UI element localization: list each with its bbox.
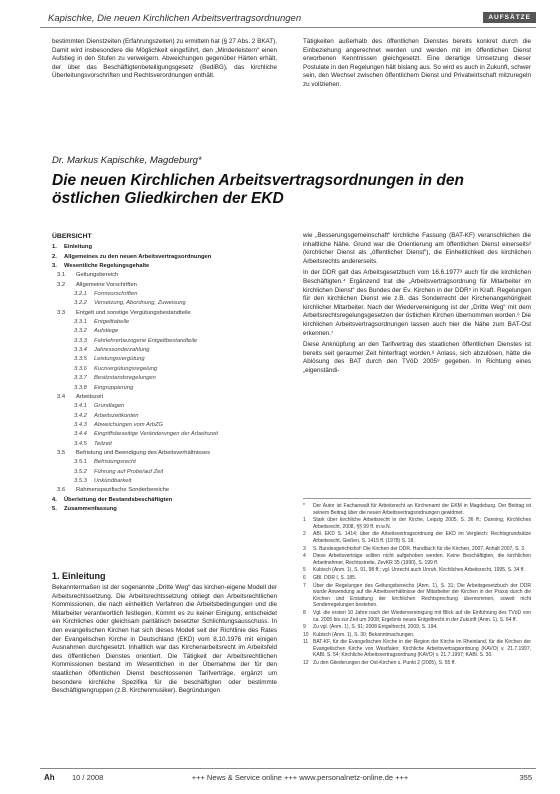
toc-item-number: 3.4.5 xyxy=(74,440,87,447)
toc-item xyxy=(52,281,292,290)
footnote-number: 12 xyxy=(303,660,309,667)
toc-item xyxy=(52,384,292,393)
article-title: Die neuen Kirchlichen Arbeitsvertragsordnungen in den östlichen Gliedkirchen der EKD xyxy=(52,172,464,207)
body-paragraph: Bekanntermaßen ist der sogenannte „Dritte Weg“ das kirchen-eigene Modell der Arbeitsrechtssetzung. Die Arbeitsrechtssetzung obliegt den Arbeitsrechtlichen Kommissionen, die nach einheitlich Verfahren die Arbeitsbedingungen und die Mitarbeiter verantwortlich festlegen. Kommt es zu keiner Einigung, entscheidet ein Kirchliches oder gleichsam paritätisch besetzter Schlichtungsausschuss. In den evangelischen Kirchen hat sich dieses Modell seit der Richtlinie des Rates der Evangelischen Kirche in Deutschland (EKD) vom 8.10.1976 mit einigen Ausnahmen durchgesetzt. Inhaltlich war das Kirchenarbeitsrecht im Arbeitsfeld des öffentlichen Dienstes orientiert. Die Tätigkeit der Arbeitsrechtlichen Kommissionen bestand im Wesentlichen in der Übernahme der für den staatlichen öffentlichen Dienst beschlossenen Tarifverträge, ergänzt um besondere kirchliche Spezifika für die beschäftigten oder bestimmte Beschäftigtengruppen (z.B. Kirchenmusiker). Begründungen xyxy=(52,584,277,695)
toc-item-label: Befristung und Beendigung des Arbeitsverhältnisses xyxy=(76,449,211,456)
footnote-number: 6 xyxy=(303,574,306,581)
toc-item xyxy=(52,337,292,346)
footnote-number: 10 xyxy=(303,631,309,638)
toc-item-number: 3.4 xyxy=(57,393,66,400)
footnote-text: Der Autor ist Fachanwalt für Arbeitsrecht an Kirchenamt der EKM in Magdeburg. Der Beitrag ist seinem Beitrag über die neuen Arbeitsvertragsordnungen gewidmet. xyxy=(313,503,531,516)
footnote xyxy=(303,575,531,582)
toc-item xyxy=(52,486,292,495)
footnote-number: 4 xyxy=(303,553,306,560)
toc-item-label: Wesentliche Regelungsgehalte xyxy=(64,263,150,270)
toc-item xyxy=(52,243,292,252)
toc-item-number: 3.4.1 xyxy=(74,403,87,410)
footnote-text: Diese Arbeitsverträge sollten nicht aufgehoben werden. Keine Beschäftigten, die kirchlichen Arbeitnehmer, Rechtsstreite, ZevKR 35 (1990), S. 199 ff. xyxy=(313,553,531,566)
footnote xyxy=(303,660,531,667)
toc-item-number: 3.4.2 xyxy=(74,412,87,419)
toc-item-number: 3.2.1 xyxy=(74,291,87,298)
footnote xyxy=(303,517,531,530)
footnote xyxy=(303,567,531,574)
toc-item-number: 3.5.1 xyxy=(74,459,87,466)
running-title: Kapischke, Die neuen Kirchlichen Arbeitsvertragsordnungen xyxy=(48,13,302,24)
footnote xyxy=(303,639,531,659)
publication-logo: Ah xyxy=(44,773,55,782)
toc-item xyxy=(52,346,292,355)
toc-item-label: Aufstiege xyxy=(94,328,119,335)
toc-item xyxy=(52,262,292,271)
toc-item-number: 2. xyxy=(52,253,57,260)
toc-item xyxy=(52,468,292,477)
page-footer xyxy=(40,768,536,784)
toc-item-number: 3.2.2 xyxy=(74,300,87,307)
toc-item-number: 3.2 xyxy=(57,281,66,288)
footnote-number: 2 xyxy=(303,531,306,538)
toc-item-label: Abweichungen vom ArbZG xyxy=(94,421,164,428)
footnote xyxy=(303,624,531,631)
footnote-text: Zu vgl. (Anm. 1), S. 91; 2008 Entgeltrecht, 2009, S. 194. xyxy=(313,624,438,631)
footnote-number: * xyxy=(303,503,305,509)
toc-item-label: Fahrlehrerbezogene Entgeltbestandteile xyxy=(94,337,198,344)
toc-list xyxy=(52,243,292,514)
toc-item-number: 1. xyxy=(52,244,57,251)
footer-website: +++ News & Service online +++ www.personalnetz-online.de +++ xyxy=(191,773,409,782)
toc-item xyxy=(52,309,292,318)
footnote-text: Über die Regelungen des Geltungsbereichs (Anm. 1), S. 31; Die Arbeitsgesetzbuch der DDR wurde Anwendung auf die Arbeitsverhältnisse der Mitarbeiter der Kirchen in der Praxis durch die Kirchen und Erstattung der kirchlichen Rechtsprechung übernommen, soweit nicht Sonderregelungen bestehen. xyxy=(313,582,531,609)
footnote-text: Zu den Gliederungen der Ost-Kirchen s. Punkt 2 (2005), S. 55 ff. xyxy=(313,660,456,667)
toc-item-number: 3.3.2 xyxy=(74,328,87,335)
toc-item xyxy=(52,365,292,374)
footnote-number: 8 xyxy=(303,609,306,616)
toc-item-number: 3.3.4 xyxy=(74,347,87,354)
toc-item xyxy=(52,412,292,421)
issue-number: 10 / 2008 xyxy=(72,773,104,782)
section-heading: 1. Einleitung xyxy=(52,571,106,581)
article-author: Dr. Markus Kapischke, Magdeburg* xyxy=(52,155,202,166)
footnote xyxy=(303,531,531,544)
footnote-text: Stark über kirchliche Arbeitsrecht in der Kirche, Leipzig 2005, S. 36 ff.; Danning, Kirchliches Arbeitsrecht, 2008, §§ 99 ff. m.w.N. xyxy=(313,517,531,530)
footnote xyxy=(303,503,531,516)
footnotes xyxy=(303,498,531,668)
toc-item xyxy=(52,458,292,467)
footnote-text: Vgl. die ersten 10 Jahre nach der Wiedervereinigung mit Blick auf die Einführung des TVöD von ca. 2005 bis zur Zeit um 2008; Ergebnis neues Entgeltrecht in der Zukunft (Anm. 1), S. 64 ff. xyxy=(313,609,531,623)
continued-paragraph: bestimmten Dienstzeiten (Erfahrungszeiten) zu ermitteln hat (§ 27 Abs. 2 BKAT). Damit wird insbesondere die Möglichkeit eingeführt, den „Minderleistern“ einen Aufstieg in den Stufen zu verweigern. Abweichungen gegenüber Härten erhält, der über das Beschäftigtenbeteiligungsgesetz (BediBG), das kirchliche Überleitungsvorschriften und Rechtsverordnungen enthält. xyxy=(52,38,277,80)
toc-item-label: Führung auf Probe/auf Zeit xyxy=(94,468,164,475)
body-paragraph: In der DDR galt das Arbeitsgesetzbuch vom 16.6.1977³ auch für die kirchlichen Beschäftigten.⁴ Ergänzend trat die „Arbeitsvertragsordnung für Mitarbeiter im kirchlichen Dienst“ des Bundes der Ev. Kirchen in der DDR⁵ in Kraft. Regelungen für den kirchlichen Dienst wie z.B. das Sonderrecht der Kirchenangehörigkeit kirchlicher Mitarbeiter. Nach der Wiedervereinigung ist der „Dritte Weg“ mit dem Arbeitsrechtsregelungsgesetzen der östlichen Kirchen übernommen worden.⁶ Die kirchlichen Arbeitsvertragsordnungen lassen auch hier die Nähe zum BAT-Ost erkennen.⁷ xyxy=(303,269,531,337)
body-paragraph: wie „Besserungsgemeinschaft“ kirchliche Fassung (BAT-KF) veranschlichen die inhaltliche Nähe. Grund war die Orientierung am öffentlichen Dienst einerseits² (kirchlicher Dienst als „öffentlicher Dienst“), die Einheitlichkeit des kirchlichen Arbeitsrechts andererseits. xyxy=(303,232,531,265)
toc-item xyxy=(52,477,292,486)
toc-item-number: 3.3 xyxy=(57,309,66,316)
toc-item-label: Überleitung der Bestandsbeschäftigten xyxy=(64,496,173,503)
toc-item xyxy=(52,496,292,505)
top-left-column xyxy=(52,38,277,84)
footnote-text: ABl. EKD S. 1414; über die Arbeitsvertragsordnung der EKD im Vergleich: Rechtsgrundsätze Arbeitsrecht, Gießen, S. 1415 ff. (1978) S. 18. xyxy=(313,531,531,544)
section-badge: AUFSÄTZE xyxy=(483,12,536,23)
toc-item-number: 3.3.8 xyxy=(74,384,87,391)
toc-item xyxy=(52,402,292,411)
toc-item-label: Allgemeines zu den neuen Arbeitsvertragsordnungen xyxy=(64,253,212,260)
footnote xyxy=(303,546,531,553)
footnote xyxy=(303,632,531,639)
toc-item-number: 3.3.7 xyxy=(74,375,87,382)
toc-item-number: 3.3.3 xyxy=(74,337,87,344)
footnote-text: BAT-KF, für die Evangelischen Kirche in der Region der Kirche im Rheinland, für die Kirchen der Evangelischen Kirche von Westfalen; Kirchliche Arbeitsvertragsordnung (KAVO) v. 21.7.1997, KABl. S. 54; Kirchliche Arbeitsvertragsordnung (KAVO) v. 21.7.1997; KABl. S. 30. xyxy=(313,639,531,659)
toc-item xyxy=(52,253,292,262)
toc-item-number: 3.3.6 xyxy=(74,365,87,372)
toc-item-label: Eingruppierung xyxy=(94,384,134,391)
toc-item-label: Leistungsvergütung xyxy=(94,356,145,363)
toc-item-label: Entgelt und sonstige Vergütungsbestandteile xyxy=(76,309,191,316)
toc-item-number: 3.5.2 xyxy=(74,468,87,475)
toc-item-number: 3.1 xyxy=(57,272,66,279)
toc-item-label: Besitzstandsregelungen xyxy=(94,375,156,382)
toc-item xyxy=(52,355,292,364)
footnote-text: GBl. DDR I, S. 185. xyxy=(313,574,357,581)
toc-item-label: Rahmenspezifische Sonderbereiche xyxy=(76,487,170,494)
page-number: 355 xyxy=(519,773,532,782)
continued-paragraph: Tätigkeiten außerhalb des öffentlichen Dienstes bereits konkret durch die Einbeziehung angerechnet werden und werden mit im öffentlichen Dienst erworbenen Kenntnissen gleichgesetzt. Eine derartige Umsetzung dieser Postulate in den Regelungen hält bislang aus. So wird es auch in Zukunft, schwer sein, den Wechsel zwischen öffentlichem Dienst und Privatwirtschaft mitzuregeln zu vollziehen. xyxy=(303,38,531,88)
footnote-number: 5 xyxy=(303,567,306,574)
toc-item-number: 3.3.1 xyxy=(74,319,87,326)
toc-item xyxy=(52,421,292,430)
left-body-column xyxy=(52,584,277,699)
toc-item-label: Arbeitszeit xyxy=(76,393,104,400)
toc-item xyxy=(52,440,292,449)
footnote xyxy=(303,610,531,623)
toc-item-label: Kurzvergütungsregelung xyxy=(94,365,158,372)
toc-item-number: 3.5 xyxy=(57,449,66,456)
toc-item xyxy=(52,430,292,439)
toc-item-number: 4. xyxy=(52,496,57,503)
top-right-column xyxy=(303,38,531,93)
footnote-text: Kubisch (Anm. 1), S. 30; Bekanntmachungen. xyxy=(313,631,415,638)
toc-item-label: Geltungsbereich xyxy=(76,272,119,279)
toc-item-label: Eingriffsbeseitige Veränderungen der Arbeitszeit xyxy=(94,431,218,438)
footnote xyxy=(303,553,531,566)
toc-item-number: 5. xyxy=(52,505,57,512)
footnote-number: 7 xyxy=(303,582,306,589)
toc-item xyxy=(52,393,292,402)
right-body-column xyxy=(303,232,531,379)
toc-item-number: 3.4.3 xyxy=(74,421,87,428)
toc-item xyxy=(52,374,292,383)
toc-item xyxy=(52,299,292,308)
toc-item-label: Entgelttabelle xyxy=(94,319,130,326)
toc-item-number: 3.6 xyxy=(57,487,66,494)
toc-item-label: Befristungsrecht xyxy=(94,459,136,466)
toc-item-number: 3. xyxy=(52,263,57,270)
toc-item xyxy=(52,290,292,299)
toc-heading: ÜBERSICHT xyxy=(52,233,92,240)
toc-item-label: Formvorschriften xyxy=(94,291,138,298)
toc-item-number: 3.5.3 xyxy=(74,477,87,484)
footnote-number: 1 xyxy=(303,517,306,524)
body-paragraph: Diese Anknüpfung an den Tarifvertrag des staatlichen öffentlichen Dienstes ist bereits seit geraumer Zeit hinterfragt worden.⁸ Anlass, sich abzulösen, hätte die Ablösung des BAT durch den TVöD 2005⁹ gegeben. In Richtung eines „eigenständi- xyxy=(303,341,531,374)
toc-item-label: Allgemeine Vorschriften xyxy=(76,281,137,288)
footnote-number: 11 xyxy=(303,639,309,646)
toc-item-label: Versetzung, Abordnung, Zuweisung xyxy=(94,300,186,307)
toc-item-number: 3.4.4 xyxy=(74,431,87,438)
toc-item xyxy=(52,318,292,327)
toc-item xyxy=(52,327,292,336)
toc-item-label: Grundlagen xyxy=(94,403,125,410)
toc-item-label: Jahressonderzahlung xyxy=(94,347,150,354)
footnote-text: Kubisch (Anm. 1), S. 91, 98 ff.; vgl. Unrecht auch Unruh, Kirchliches Arbeitsrecht, 1995, S. 34 ff. xyxy=(313,567,525,574)
page-header xyxy=(40,10,536,28)
footnote-text: S. Bundesgerichtshof: Die Kirchen der DDR. Handbuch für die Kirchen, 2007, Anhalt 2007, S. 3. xyxy=(313,545,526,552)
table-of-contents xyxy=(52,232,292,514)
toc-item-label: Zusammenfassung xyxy=(64,505,117,512)
toc-item xyxy=(52,505,292,514)
footnote xyxy=(303,583,531,609)
toc-item-label: Einleitung xyxy=(64,244,93,251)
footnote-number: 3 xyxy=(303,545,306,552)
toc-item-label: Arbeitszeitkonten xyxy=(94,412,139,419)
toc-item xyxy=(52,271,292,280)
toc-item-label: Teilzeit xyxy=(94,440,112,447)
toc-item-label: Unkündbarkeit xyxy=(94,477,132,484)
footnote-number: 9 xyxy=(303,624,306,631)
toc-item-number: 3.3.5 xyxy=(74,356,87,363)
toc-item xyxy=(52,449,292,458)
